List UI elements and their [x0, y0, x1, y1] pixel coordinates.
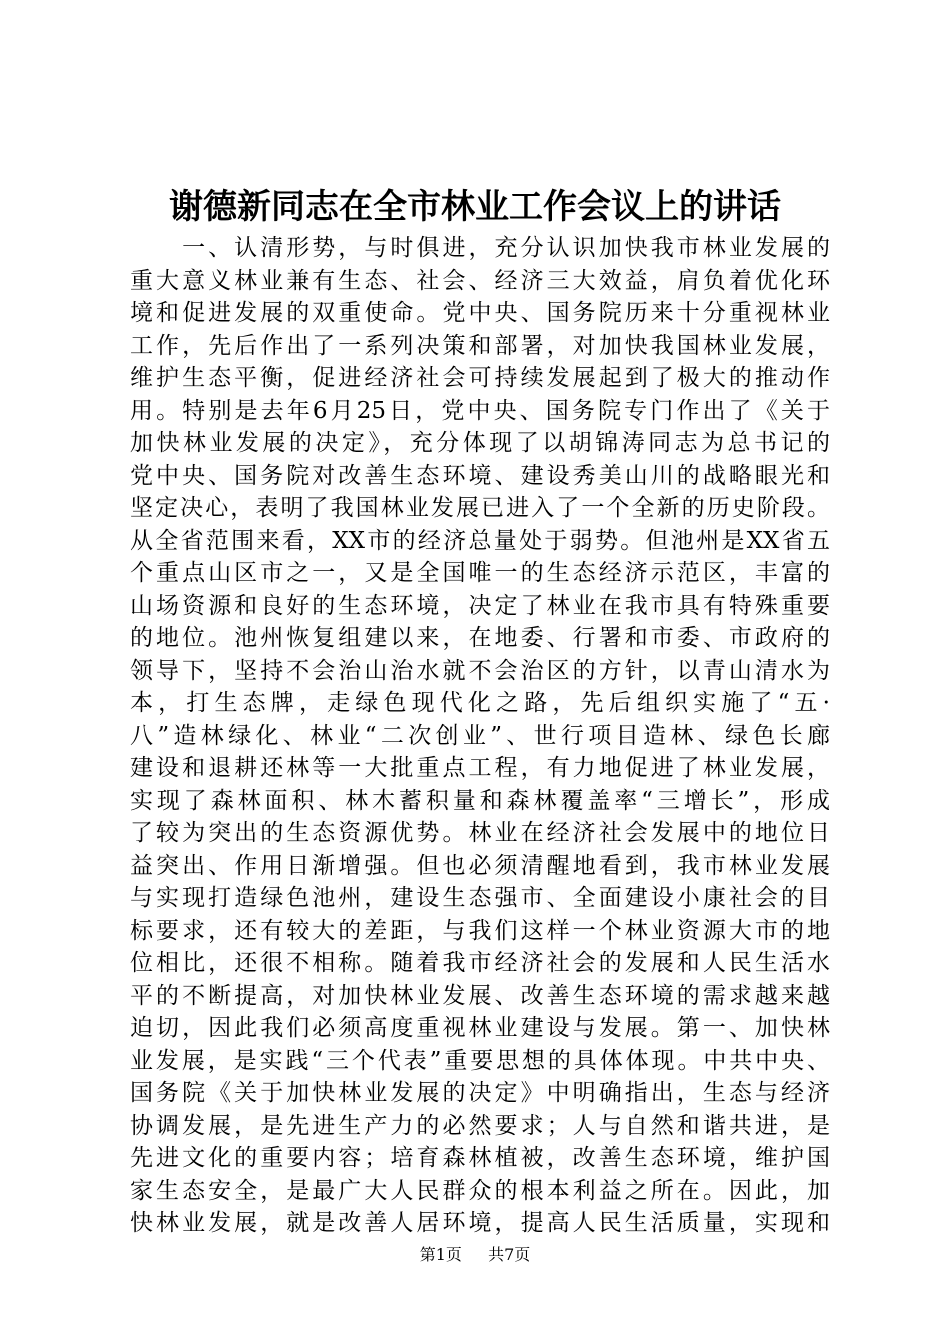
body-line-9: 坚定决心，表明了我国林业发展已进入了一个全新的历史阶段。 — [130, 495, 830, 521]
body-line-24: 平的不断提高，对加快林业发展、改善生态环境的需求越来越 — [130, 982, 830, 1009]
body-line-18: 实现了森林面积、林木蓄积量和森林覆盖率“三增长”，形成 — [130, 787, 830, 814]
page-footer — [0, 1244, 950, 1266]
body-line-26: 业发展，是实践“三个代表”重要思想的具体体现。中共中央、 — [130, 1047, 830, 1074]
document-title: 谢德新同志在全市林业工作会议上的讲话 — [169, 187, 781, 227]
body-line-29: 先进文化的重要内容；培育森林植被，改善生态环境，维护国 — [130, 1145, 830, 1171]
page-separator — [467, 1245, 483, 1264]
body-line-27: 国务院《关于加快林业发展的决定》中明确指出，生态与经济 — [130, 1080, 830, 1106]
body-line-19: 了较为突出的生态资源优势。林业在经济社会发展中的地位日 — [130, 820, 830, 846]
body-line-4: 工作，先后作出了一系列决策和部署，对加快我国林业发展， — [130, 332, 830, 359]
body-line-21: 与实现打造绿色池州，建设生态强市、全面建设小康社会的目 — [130, 885, 830, 911]
document-body — [130, 232, 830, 1240]
body-line-3: 境和促进发展的双重使命。党中央、国务院历来十分重视林业 — [130, 300, 830, 326]
body-line-5: 维护生态平衡，促进经济社会可持续发展起到了极大的推动作 — [130, 365, 830, 391]
body-line-23: 位相比，还很不相称。随着我市经济社会的发展和人民生活水 — [130, 950, 830, 976]
body-line-15: 本，打生态牌，走绿色现代化之路，先后组织实施了“五· — [130, 690, 830, 716]
body-line-11: 个重点山区市之一，又是全国唯一的生态经济示范区，丰富的 — [130, 560, 830, 586]
body-line-30: 家生态安全，是最广大人民群众的根本利益之所在。因此，加 — [130, 1177, 830, 1204]
body-line-17: 建设和退耕还林等一大批重点工程，有力地促进了林业发展， — [130, 755, 830, 781]
body-line-7: 加快林业发展的决定》，充分体现了以胡锦涛同志为总书记的 — [130, 430, 830, 456]
body-line-8: 党中央、国务院对改善生态环境、建设秀美山川的战略眼光和 — [130, 462, 830, 489]
body-line-6: 用。特别是去年6月25日，党中央、国务院专门作出了《关于 — [130, 397, 830, 424]
body-line-10: 从全省范围来看，XX市的经济总量处于弱势。但池州是XX省五 — [130, 527, 830, 554]
body-line-2: 重大意义林业兼有生态、社会、经济三大效益，肩负着优化环 — [130, 267, 830, 294]
page-total: 共7页 — [488, 1245, 531, 1264]
body-line-20: 益突出、作用日渐增强。但也必须清醒地看到，我市林业发展 — [130, 852, 830, 879]
body-line-13: 的地位。池州恢复组建以来，在地委、行署和市委、市政府的 — [130, 625, 830, 651]
body-line-25: 迫切，因此我们必须高度重视林业建设与发展。第一、加快林 — [130, 1015, 830, 1041]
body-line-12: 山场资源和良好的生态环境，决定了林业在我市具有特殊重要 — [130, 592, 830, 619]
body-line-31: 快林业发展，就是改善人居环境，提高人民生活质量，实现和 — [130, 1210, 830, 1236]
body-line-1: 一、认清形势，与时俱进，充分认识加快我市林业发展的 — [130, 235, 830, 261]
body-line-14: 领导下，坚持不会治山治水就不会治区的方针，以青山清水为 — [130, 657, 830, 684]
body-line-28: 协调发展，是先进生产力的必然要求；人与自然和谐共进，是 — [130, 1112, 830, 1139]
page-number: 第1页 — [419, 1245, 462, 1264]
body-line-22: 标要求，还有较大的差距，与我们这样一个林业资源大市的地 — [130, 917, 830, 944]
body-line-16: 八”造林绿化、林业“二次创业”、世行项目造林、绿色长廊 — [130, 722, 830, 749]
